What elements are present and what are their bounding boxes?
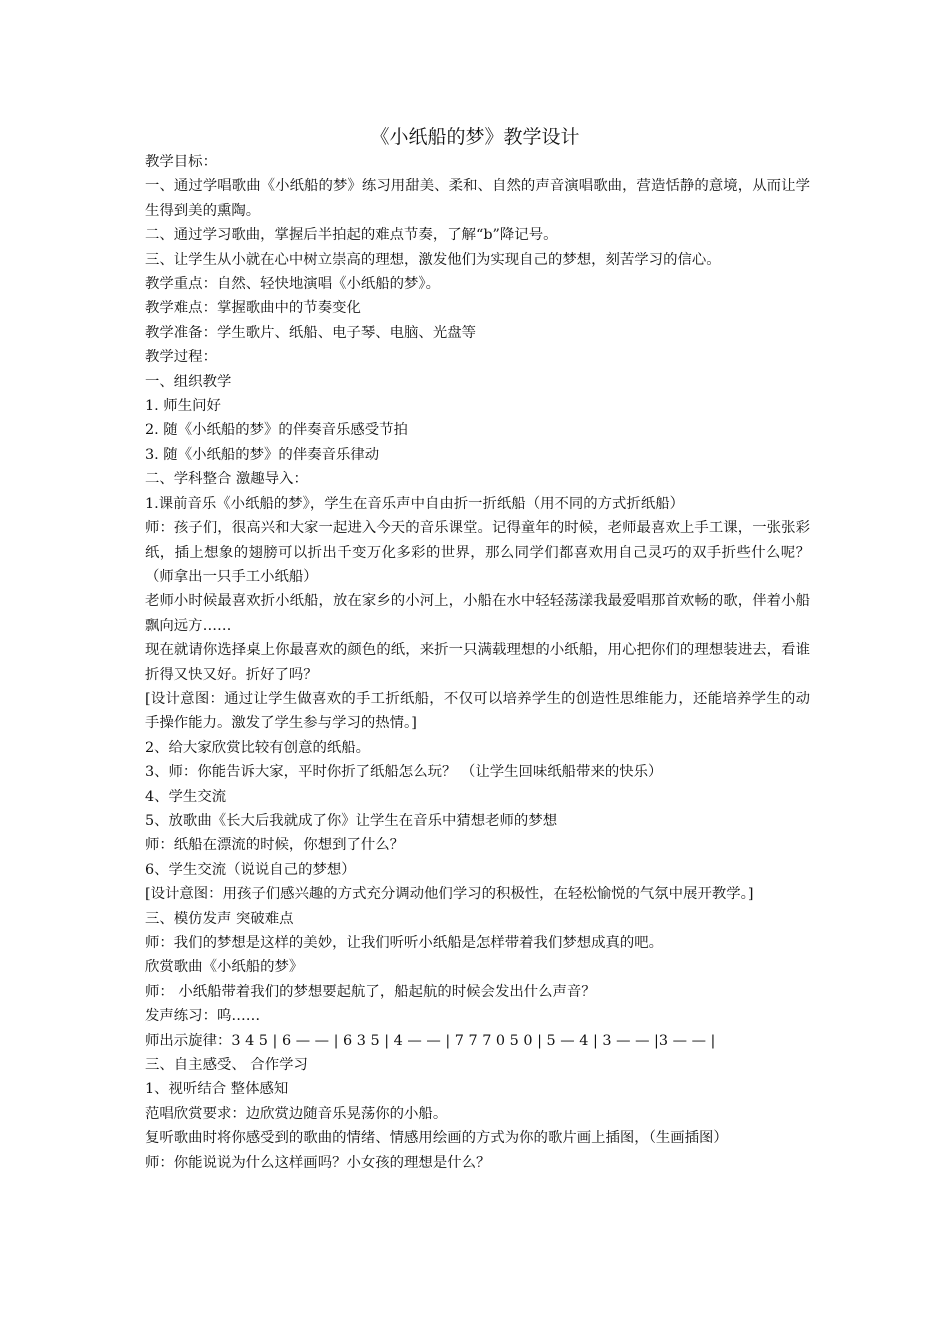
paragraph: 发声练习：呜…… [145, 1008, 261, 1025]
paragraph: 3. 随《小纸船的梦》的伴奏音乐律动 [145, 446, 380, 463]
paragraph: 教学难点：掌握歌曲中的节奏变化 [145, 300, 361, 317]
paragraph: 师：纸船在漂流的时候，你想到了什么？ [145, 837, 405, 854]
paragraph: 一、组织教学 [145, 373, 232, 390]
paragraph: 5、放歌曲《长大后我就成了你》让学生在音乐中猜想老师的梦想 [145, 812, 558, 829]
paragraph: 老师小时候最喜欢折小纸船，放在家乡的小河上，小船在水中轻轻荡漾我最爱唱那首欢畅的歌，伴着小船飘向远方…… [145, 593, 810, 634]
paragraph: 三、自主感受、 合作学习 [145, 1057, 308, 1074]
paragraph: 师出示旋律：3 4 5 | 6 — — | 6 3 5 | 4 — — | 7 7 7 0 5 0 | 5 — 4 | 3 — — |3 — — | [145, 1032, 716, 1049]
paragraph: [设计意图：用孩子们感兴趣的方式充分调动他们学习的积极性，在轻松愉悦的气氛中展开教学。] [145, 886, 754, 903]
paragraph: 1.课前音乐《小纸船的梦》，学生在音乐声中自由折一折纸船（用不同的方式折纸船） [145, 495, 684, 512]
paragraph: 6、学生交流（说说自己的梦想） [145, 861, 356, 878]
paragraph: 现在就请你选择桌上你最喜欢的颜色的纸，来折一只满载理想的小纸船，用心把你们的理想装进去，看谁折得又快又好。折好了吗？ [145, 642, 810, 683]
paragraph: 教学目标： [145, 154, 217, 170]
document-title: 《小纸船的梦》教学设计 [370, 126, 580, 148]
paragraph: 4、学生交流 [145, 788, 227, 805]
paragraph: 一、通过学唱歌曲《小纸船的梦》练习用甜美、柔和、自然的声音演唱歌曲，营造恬静的意境，从而让学生得到美的熏陶。 [145, 178, 810, 219]
paragraph: 教学准备：学生歌片、纸船、电子琴、电脑、光盘等 [145, 324, 476, 341]
paragraph: 3、师：你能告诉大家，平时你折了纸船怎么玩？ （让学生回味纸船带来的快乐） [145, 764, 663, 781]
paragraph: 复听歌曲时将你感受到的歌曲的情绪、情感用绘画的方式为你的歌片画上插图，（生画插图） [145, 1130, 728, 1147]
paragraph: 教学过程： [145, 349, 217, 366]
paragraph: 1. 师生问好 [145, 398, 221, 415]
paragraph: 范唱欣赏要求：边欣赏边随音乐晃荡你的小船。 [145, 1105, 448, 1122]
paragraph: 2. 随《小纸船的梦》的伴奏音乐感受节拍 [145, 422, 408, 439]
paragraph: 欣赏歌曲《小纸船的梦》 [145, 959, 304, 976]
paragraph: 2、给大家欣赏比较有创意的纸船。 [145, 739, 371, 756]
paragraph: 二、通过学习歌曲，掌握后半拍起的难点节奏，了解“b”降记号。 [145, 227, 558, 244]
document-body [145, 150, 810, 1175]
paragraph: [设计意图：通过让学生做喜欢的手工折纸船，不仅可以培养学生的创造性思维能力，还能培养学生的动手操作能力。激发了学生参与学习的热情。] [145, 690, 810, 732]
paragraph: 师： 小纸船带着我们的梦想要起航了，船起航的时候会发出什么声音？ [145, 983, 596, 1000]
paragraph: 师：孩子们，很高兴和大家一起进入今天的音乐课堂。记得童年的时候，老师最喜欢上手工课，一张张彩纸，插上想象的翅膀可以折出千变万化多彩的世界，那么同学们都喜欢用自己灵巧的双手折些什么呢？ （师拿出一只手工小纸船） [145, 520, 810, 585]
paragraph: 二、学科整合 激趣导入： [145, 471, 308, 488]
paragraph: 师：你能说说为什么这样画吗？小女孩的理想是什么？ [145, 1154, 491, 1171]
paragraph: 教学重点：自然、轻快地演唱《小纸船的梦》。 [145, 276, 441, 293]
paragraph: 1、视听结合 整体感知 [145, 1081, 289, 1098]
paragraph: 三、模仿发声 突破难点 [145, 910, 294, 927]
paragraph: 师：我们的梦想是这样的美妙，让我们听听小纸船是怎样带着我们梦想成真的吧。 [145, 935, 664, 951]
paragraph: 三、让学生从小就在心中树立崇高的理想，激发他们为实现自己的梦想，刻苦学习的信心。 [145, 251, 721, 268]
